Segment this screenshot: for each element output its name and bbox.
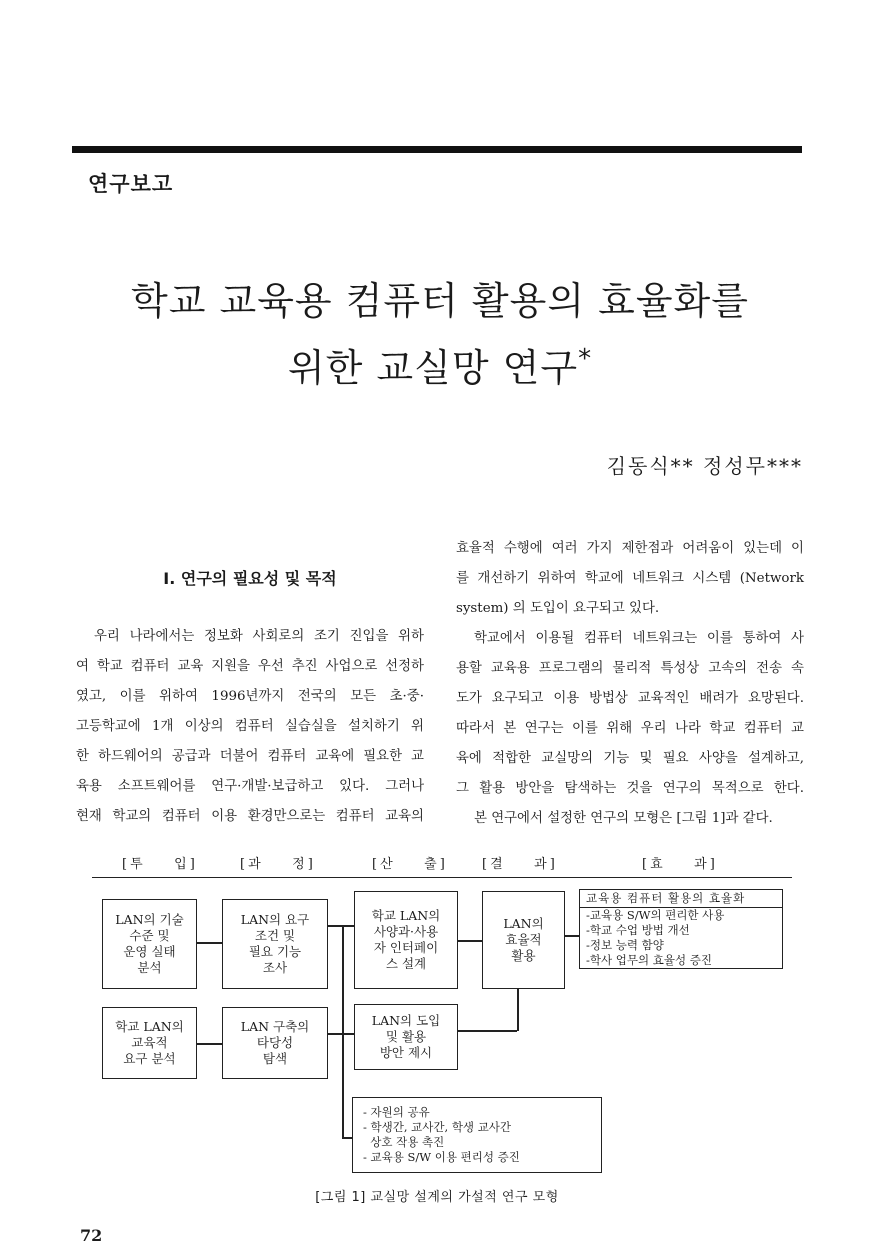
effect-box xyxy=(579,889,783,969)
text-line: 육에 적합한 교실망의 기능 및 필요 사양을 설계하고, xyxy=(456,751,804,766)
title-line-2-text: 위한 교실망 연구 xyxy=(287,346,579,390)
connector xyxy=(342,1033,354,1035)
title-line-2 xyxy=(60,330,820,397)
input-box-lan-analysis: LAN의 기술 수준 및 운영 실태 분석 xyxy=(102,899,197,989)
page-number: 72 xyxy=(80,1226,103,1245)
connector xyxy=(196,942,222,944)
text-line: 여 학교 컴퓨터 교육 지원을 우선 추진 사업으로 선정하 xyxy=(76,659,424,674)
stage-label-effect: [효 과] xyxy=(642,857,718,872)
text-line: 였고, 이를 위하여 1996년까지 전국의 모든 초·중· xyxy=(76,689,424,704)
stage-label-result: [결 과] xyxy=(482,857,558,872)
stage-label-process: [과 정] xyxy=(240,857,316,872)
section-label: 연구보고 xyxy=(88,172,174,196)
text-line: 용할 교육용 프로그램의 물리적 특성상 고속의 전송 속 xyxy=(456,661,804,676)
top-rule xyxy=(72,146,802,153)
right-column xyxy=(456,534,804,834)
research-model-figure xyxy=(72,845,802,1175)
output-box-spec-design: 학교 LAN의 사양과·사용 자 인터페이 스 설계 xyxy=(354,891,458,989)
paper-title xyxy=(60,272,820,397)
connector xyxy=(327,925,354,927)
text-line: 우리 나라에서는 정보화 사회로의 조기 진입을 위하 xyxy=(94,629,424,644)
note-item: - 학생간, 교사간, 학생 교사간 xyxy=(363,1120,512,1134)
figure-caption: [그림 1] 교실망 설계의 가설적 연구 모형 xyxy=(315,1190,559,1205)
text-line: 도가 요구되고 이용 방법상 교육적인 배려가 요망된다. xyxy=(456,691,804,706)
stage-label-output: [산 출] xyxy=(372,857,448,872)
text-line: 를 개선하기 위하여 학교에 네트워크 시스템 (Network xyxy=(456,571,804,586)
authors: 김동식** 정성무*** xyxy=(606,454,803,478)
connector xyxy=(342,1137,352,1139)
process-box-requirements: LAN의 요구 조건 및 필요 기능 조사 xyxy=(222,899,328,989)
connector xyxy=(327,1033,342,1035)
text-line: 본 연구에서 설정한 연구의 모형은 [그림 1]과 같다. xyxy=(474,811,773,826)
note-item: 상호 작용 촉진 xyxy=(363,1135,445,1149)
title-footnote-mark: * xyxy=(578,344,593,374)
result-box-efficient-use: LAN의 효율적 활용 xyxy=(482,891,565,989)
input-box-school-needs: 학교 LAN의 교육적 요구 분석 xyxy=(102,1007,197,1079)
text-line: 한 하드웨어의 공급과 더불어 컴퓨터 교육에 필요한 교 xyxy=(76,749,424,764)
note-item: - 자원의 공유 xyxy=(363,1105,430,1119)
process-box-feasibility: LAN 구축의 타당성 탐색 xyxy=(222,1007,328,1079)
effect-item: -교육용 S/W의 편리한 사용 xyxy=(586,908,725,922)
left-column xyxy=(76,622,424,832)
text-line: 효율적 수행에 여러 가지 제한점과 어려움이 있는데 이 xyxy=(456,541,804,556)
notes-box xyxy=(352,1097,602,1173)
text-line: system) 의 도입이 요구되고 있다. xyxy=(456,601,660,616)
section-heading: I. 연구의 필요성 및 목적 xyxy=(163,569,337,588)
text-line: 고등학교에 1개 이상의 컴퓨터 실습실을 설치하기 위 xyxy=(76,719,424,734)
stage-rule xyxy=(92,877,792,878)
connector xyxy=(196,1043,222,1045)
note-item: - 교육용 S/W 이용 편리성 증진 xyxy=(363,1150,520,1164)
text-line: 현재 학교의 컴퓨터 이용 환경만으로는 컴퓨터 교육의 xyxy=(76,809,424,824)
effect-item: -학교 수업 방법 개선 xyxy=(586,923,690,937)
connector xyxy=(342,925,344,1138)
title-line-1: 학교 교육용 컴퓨터 활용의 효율화를 xyxy=(131,279,749,323)
text-line: 학교에서 이용될 컴퓨터 네트워크는 이를 통하여 사 xyxy=(474,631,804,646)
connector xyxy=(517,988,519,1031)
text-line: 육용 소프트웨어를 연구·개발·보급하고 있다. 그러나 xyxy=(76,779,424,794)
connector xyxy=(457,1030,517,1032)
effect-title: 교육용 컴퓨터 활용의 효율화 xyxy=(580,890,782,908)
connector xyxy=(457,940,482,942)
text-line: 따라서 본 연구는 이를 위해 우리 나라 학교 컴퓨터 교 xyxy=(456,721,804,736)
connector xyxy=(564,935,579,937)
effect-item: -정보 능력 함양 xyxy=(586,938,664,952)
text-line: 그 활용 방안을 탐색하는 것을 연구의 목적으로 한다. xyxy=(456,781,804,796)
effect-item: -학사 업무의 효율성 증진 xyxy=(586,953,712,967)
output-box-adoption-plan: LAN의 도입 및 활용 방안 제시 xyxy=(354,1004,458,1070)
stage-label-input: [투 입] xyxy=(122,857,198,872)
